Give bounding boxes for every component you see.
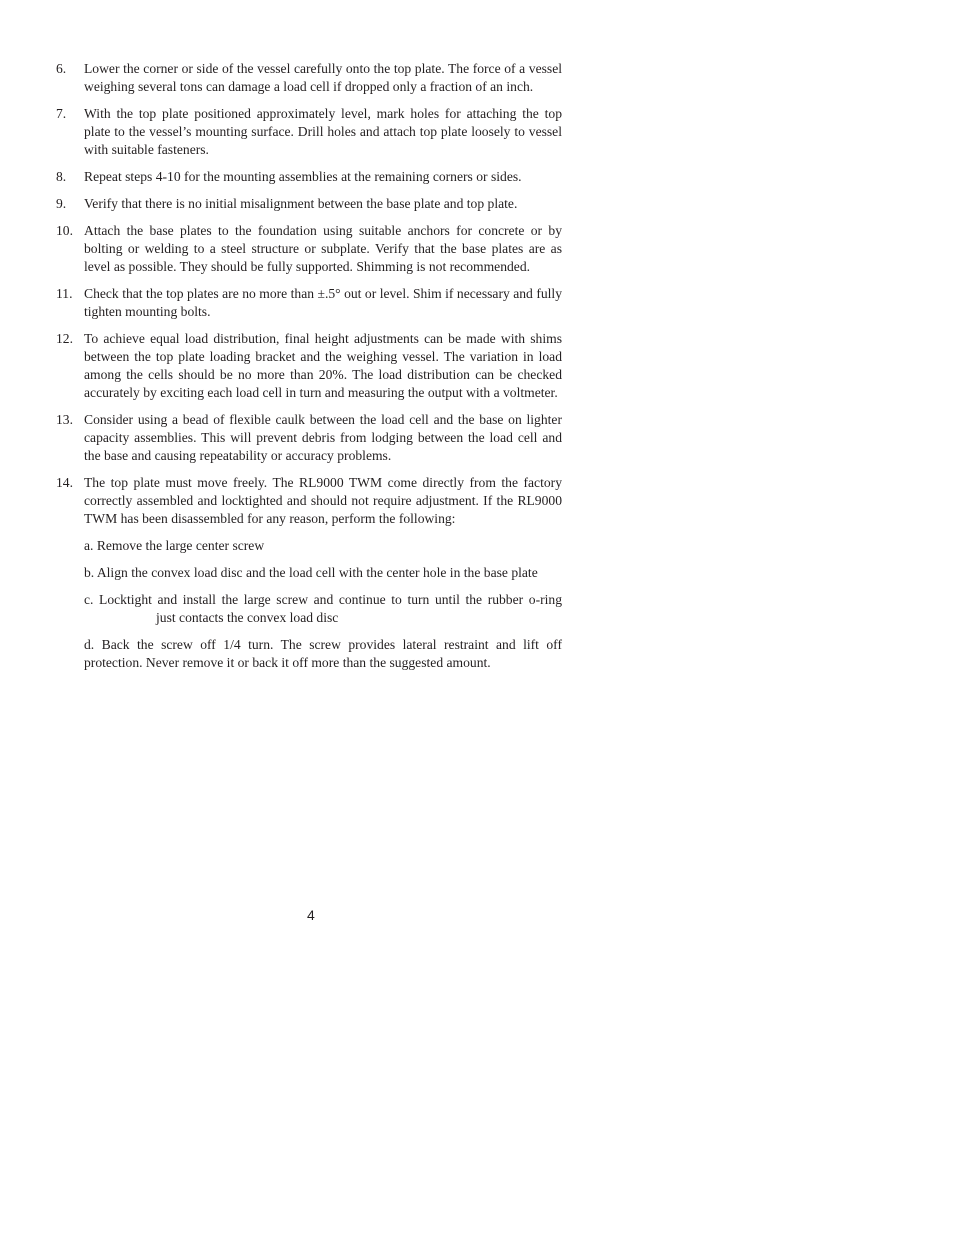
substep-a: a. Remove the large center screw bbox=[84, 538, 265, 553]
page-number: 4 bbox=[307, 907, 315, 923]
step-12 bbox=[56, 330, 562, 402]
substep-c-text-start: c. Locktight and install the large screw and continue to turn until the rubber o-ring bbox=[84, 592, 562, 607]
step-number: 14. bbox=[56, 475, 73, 490]
step-text: Verify that there is no initial misalignment between the base plate and top plate. bbox=[84, 196, 518, 211]
substep-b: b. Align the convex load disc and the load cell with the center hole in the base plate bbox=[84, 565, 538, 580]
substep-c-text-end: just contacts the convex load disc bbox=[156, 610, 339, 625]
step-number: 9. bbox=[56, 196, 67, 211]
step-text: To achieve equal load distribution, final height adjustments can be made with shims between the top plate loading bracket and the weighing vessel. The variation in load among the cells should be no more than 20%. The load distribution can be checked accurately by exciting each load cell in turn and measuring the output with a voltmeter. bbox=[84, 331, 562, 400]
step-6 bbox=[56, 60, 562, 96]
step-number: 11. bbox=[56, 286, 73, 301]
step-text: Repeat steps 4-10 for the mounting assemblies at the remaining corners or sides. bbox=[84, 169, 522, 184]
step-11 bbox=[56, 285, 562, 321]
step-text: The top plate must move freely. The RL9000 TWM come directly from the factory correctly assembled and locktighted and should not require adjustment. If the RL9000 TWM has been disassembled for any reason, perform the following: bbox=[84, 475, 562, 526]
step-number: 8. bbox=[56, 169, 67, 184]
step-number: 10. bbox=[56, 223, 73, 238]
substep-d: d. Back the screw off 1/4 turn. The screw provides lateral restraint and lift off protection. Never remove it or back it off more than the suggested amount. bbox=[84, 637, 562, 670]
step-14 bbox=[56, 474, 562, 528]
step-text: Attach the base plates to the foundation using suitable anchors for concrete or by bolting or welding to a steel structure or subplate. Verify that the base plates are as level as possible. They should be fully supported. Shimming is not recommended. bbox=[84, 223, 562, 274]
step-number: 12. bbox=[56, 331, 73, 346]
step-9 bbox=[56, 195, 562, 213]
instruction-list bbox=[56, 60, 562, 681]
step-text: With the top plate positioned approximately level, mark holes for attaching the top plate to the vessel’s mounting surface. Drill holes and attach top plate loosely to vessel with suitable fasteners. bbox=[84, 106, 562, 157]
step-text: Check that the top plates are no more than ±.5° out or level. Shim if necessary and fully tighten mounting bolts. bbox=[84, 286, 562, 319]
step-number: 13. bbox=[56, 412, 73, 427]
step-text: Lower the corner or side of the vessel carefully onto the top plate. The force of a vessel weighing several tons can damage a load cell if dropped only a fraction of an inch. bbox=[84, 61, 562, 94]
step-10 bbox=[56, 222, 562, 276]
substep-c bbox=[56, 591, 562, 627]
step-13 bbox=[56, 411, 562, 465]
step-8 bbox=[56, 168, 562, 186]
step-number: 7. bbox=[56, 106, 67, 121]
step-text: Consider using a bead of flexible caulk between the load cell and the base on lighter capacity assemblies. This will prevent debris from lodging between the load cell and the base and causing repeatability or accuracy problems. bbox=[84, 412, 562, 463]
step-number: 6. bbox=[56, 61, 67, 76]
step-7 bbox=[56, 105, 562, 159]
